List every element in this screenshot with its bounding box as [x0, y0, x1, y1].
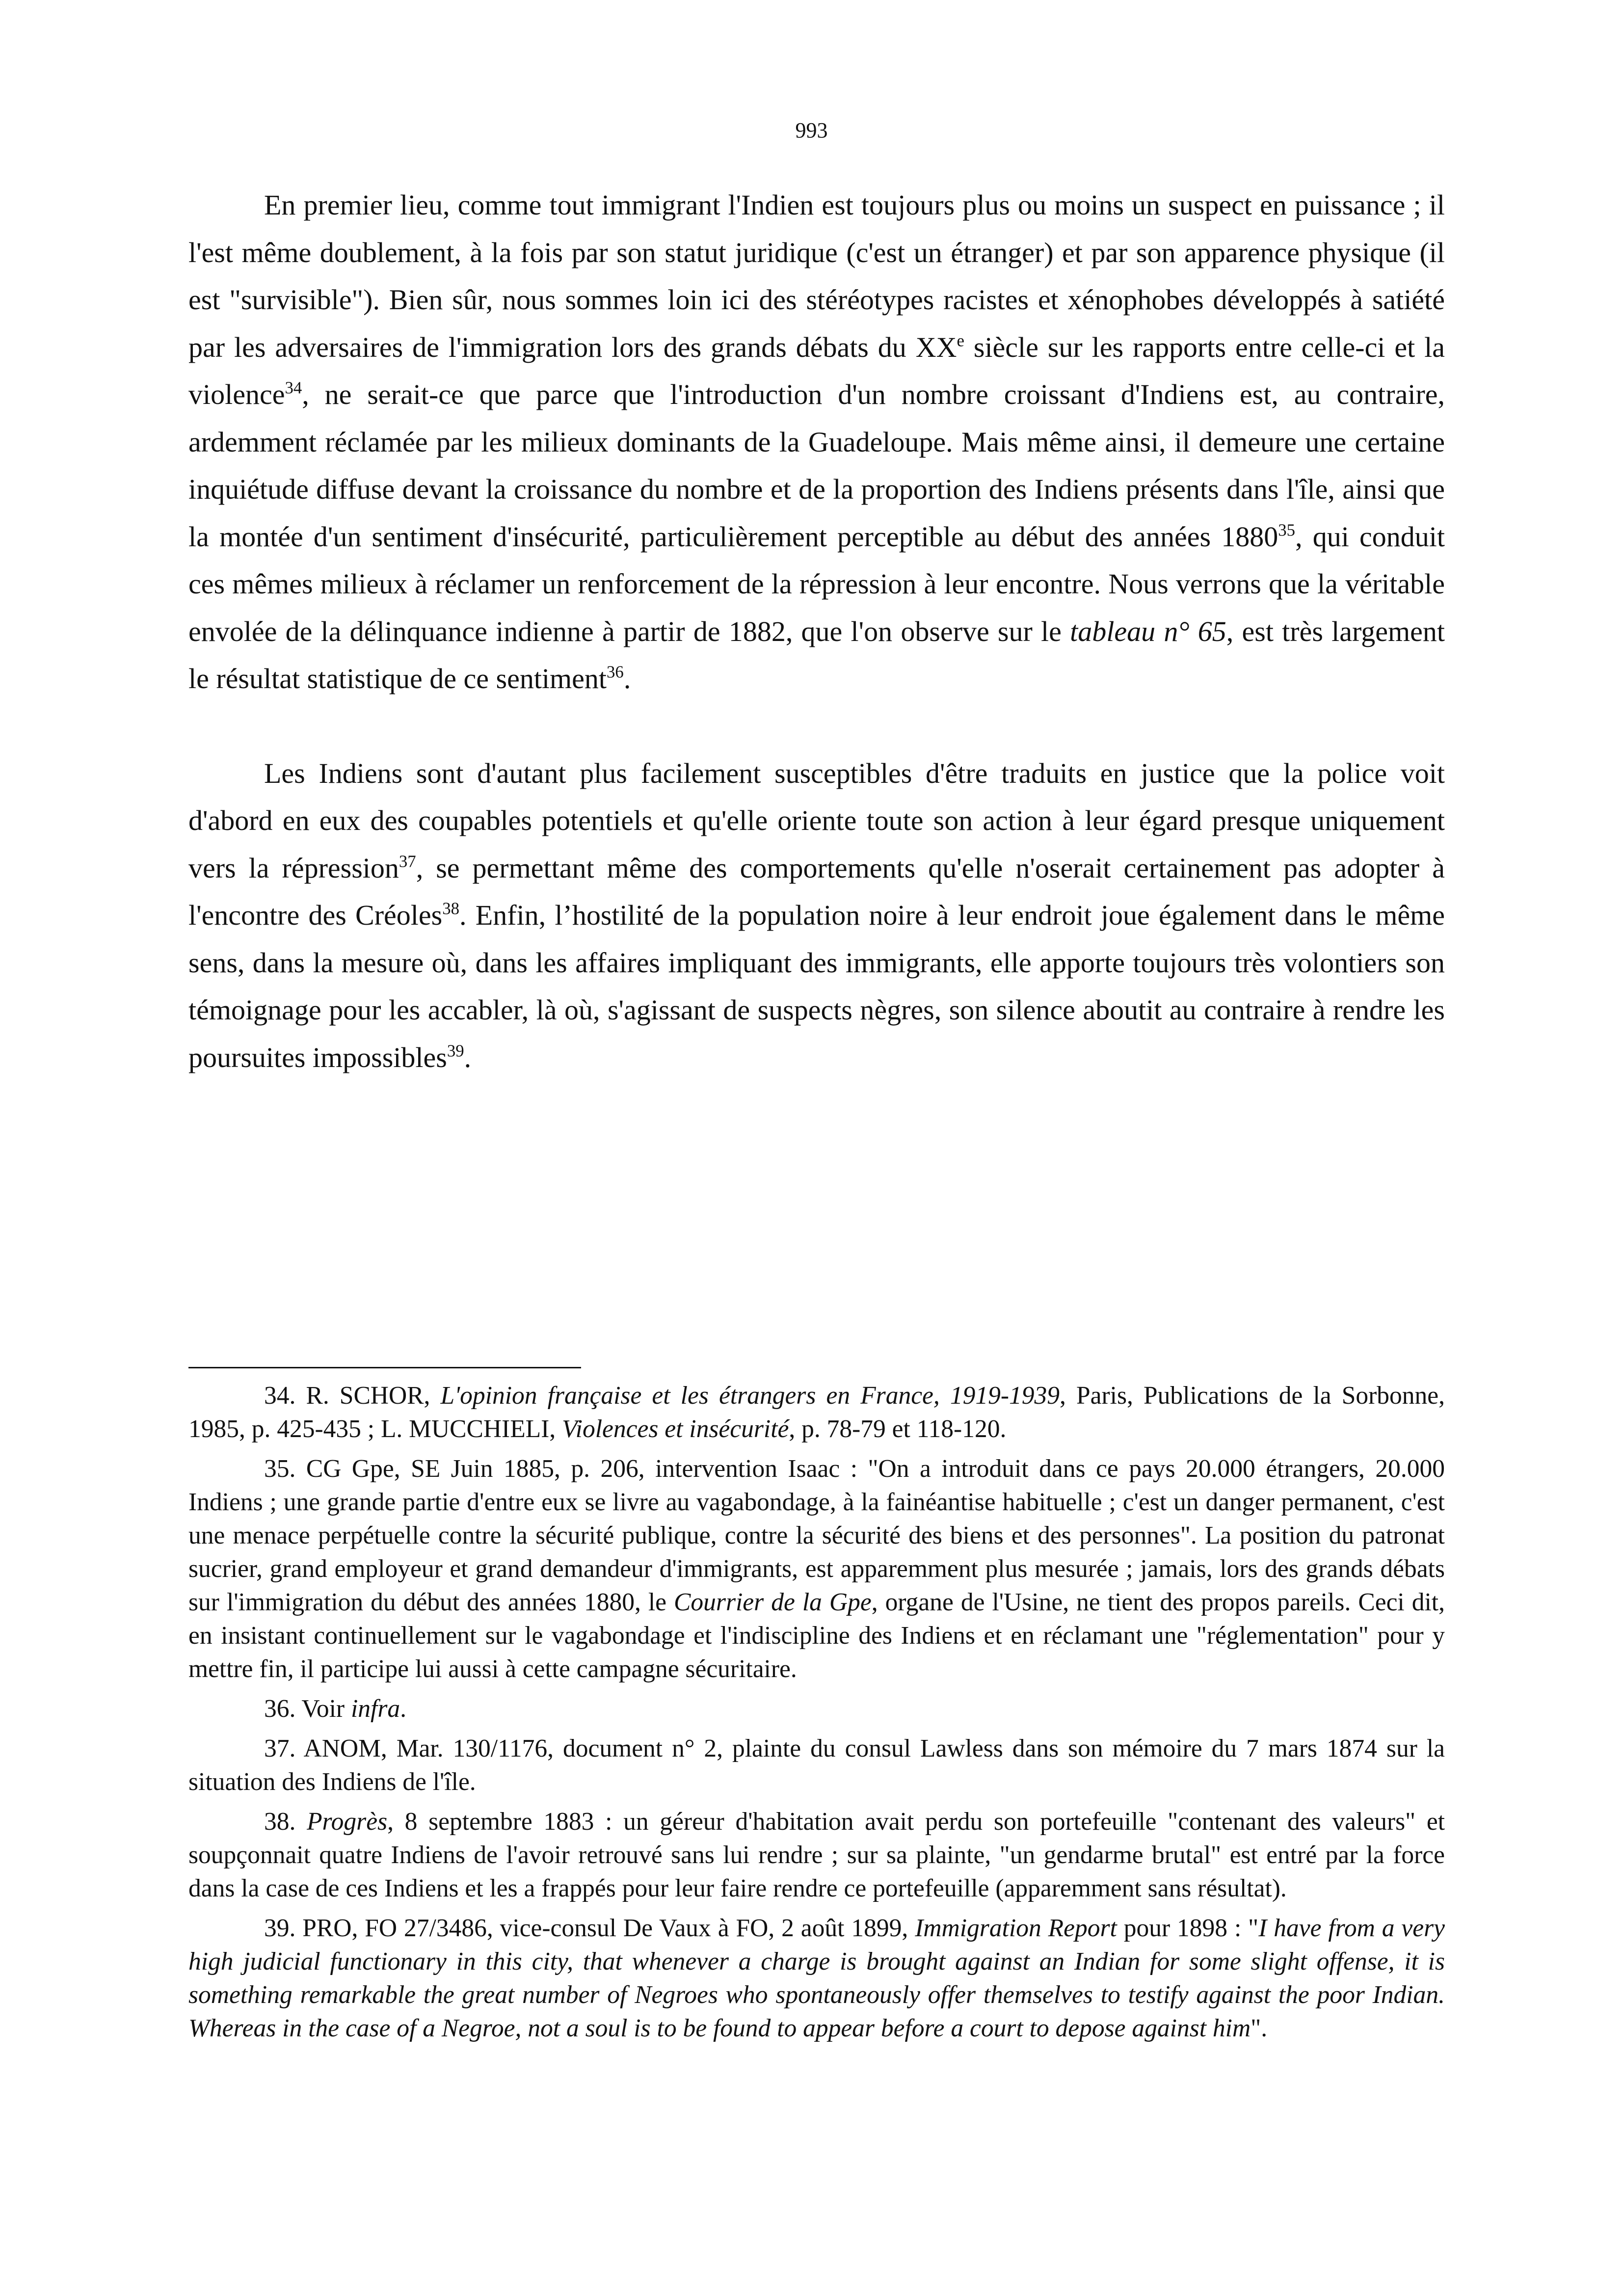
- footnote-ref-37[interactable]: 37: [399, 851, 416, 871]
- paragraph-2: Les Indiens sont d'autant plus facilement susceptibles d'être traduits en justice que la police voit d'abord en eux des coupables potentiels et qu'elle oriente toute son action à leur égard presque uniquement vers la répression$^{37}$, se permettant même des comportements qu'elle n'oserait certainement pas adopter à l'encontre des Créoles$^{38}$. Enfin, l’hostilité de la population noire à leur endroit joue également dans le même sens, dans la mesure où, dans les affaires impliquant des immigrants, elle apporte toujours très volontiers son témoignage pour les accabler, là où, s'agissant de suspects nègres, son silence aboutit au contraire à rendre les poursuites impossibles$^{39}$.: [188, 757, 1445, 1073]
- footnote-34: 34. R. SCHOR, L'opinion française et les étrangers en France, 1919-1939, Paris, Publications de la Sorbonne, 1985, p. 425-435 ; L. MUCCHIELI, Violences et insécurité, p. 78-79 et 118-120.: [188, 1382, 1445, 1443]
- superscript-e: e: [957, 330, 964, 350]
- footnotes: [188, 1379, 1445, 2052]
- footnote-ref-35[interactable]: 35: [1278, 520, 1296, 539]
- paragraph-1: En premier lieu, comme tout immigrant l'Indien est toujours plus ou moins un suspect en puissance ; il l'est même doublement, à la fois par son statut juridique (c'est un étranger) et par son apparence physique (il est "survisible"). Bien sûr, nous sommes loin ici des stéréotypes racistes et xénophobes développés à satiété par les adversaires de l'immigration lors des grands débats du XXe siècle sur les rapports entre celle-ci et la violence$^{34}$, ne serait-ce que parce que l'introduction d'un nombre croissant d'Indiens est, au contraire, ardemment réclamée par les milieux dominants de la Guadeloupe. Mais même ainsi, il demeure une certaine inquiétude diffuse devant la croissance du nombre et de la proportion des Indiens présents dans l'île, ainsi que la montée d'un sentiment d'insécurité, particulièrement perceptible au début des années 1880$^{35}$, qui conduit ces mêmes milieux à réclamer un renforcement de la répression à leur encontre. Nous verrons que la véritable envolée de la délinquance indienne à partir de 1882, que l'on observe sur le tableau n° 65, est très largement le résultat statistique de ce sentiment$^{36}$.: [188, 189, 1445, 694]
- main-text: [188, 182, 1445, 1081]
- footnote-ref-38[interactable]: 38: [442, 899, 460, 918]
- footnote-ref-34[interactable]: 34: [285, 378, 302, 398]
- footnote-38: 38. Progrès, 8 septembre 1883 : un géreur d'habitation avait perdu son portefeuille "contenant des valeurs" et soupçonnait quatre Indiens de l'avoir retrouvé sans lui rendre ; sur sa plainte, "un gendarme brutal" est entré par la force dans la case de ces Indiens et les a frappés pour leur faire rendre ce portefeuille (apparemment sans résultat).: [188, 1808, 1445, 1902]
- footnote-39: 39. PRO, FO 27/3486, vice-consul De Vaux à FO, 2 août 1899, Immigration Report pour 1898 : "I have from a very high judicial functionary in this city, that whenever a charge is brought against an Indian for some slight offense, it is something remarkable the great number of Negroes who spontaneously offer themselves to testify against the poor Indian. Whereas in the case of a Negroe, not a soul is to be found to appear before a court to depose against him".: [188, 1914, 1445, 2042]
- footnote-separator: [188, 1367, 581, 1368]
- table-reference: tableau n° 65: [1070, 615, 1226, 647]
- footnote-ref-39[interactable]: 39: [447, 1041, 464, 1060]
- footnote-36: 36. Voir infra.: [264, 1695, 407, 1723]
- page-number: 993: [795, 118, 828, 142]
- footnote-ref-36[interactable]: 36: [607, 662, 624, 682]
- footnote-37: 37. ANOM, Mar. 130/1176, document n° 2, plainte du consul Lawless dans son mémoire du 7 mars 1874 sur la situation des Indiens de l'île.: [188, 1735, 1445, 1796]
- footnote-35: 35. CG Gpe, SE Juin 1885, p. 206, intervention Isaac : "On a introduit dans ce pays 20.000 étrangers, 20.000 Indiens ; une grande partie d'entre eux se livre au vagabondage, à la fainéantise habituelle ; c'est un danger permanent, c'est une menace perpétuelle contre la sécurité publique, contre la sécurité des biens et des personnes". La position du patronat sucrier, grand employeur et grand demandeur d'immigrants, est apparemment plus mesurée ; jamais, lors des grands débats sur l'immigration du début des années 1880, le Courrier de la Gpe, organe de l'Usine, ne tient des propos pareils. Ceci dit, en insistant continuellement sur le vagabondage et l'indiscipline des Indiens et en réclamant une "réglementation" pour y mettre fin, il participe lui aussi à cette campagne sécuritaire.: [188, 1455, 1445, 1683]
